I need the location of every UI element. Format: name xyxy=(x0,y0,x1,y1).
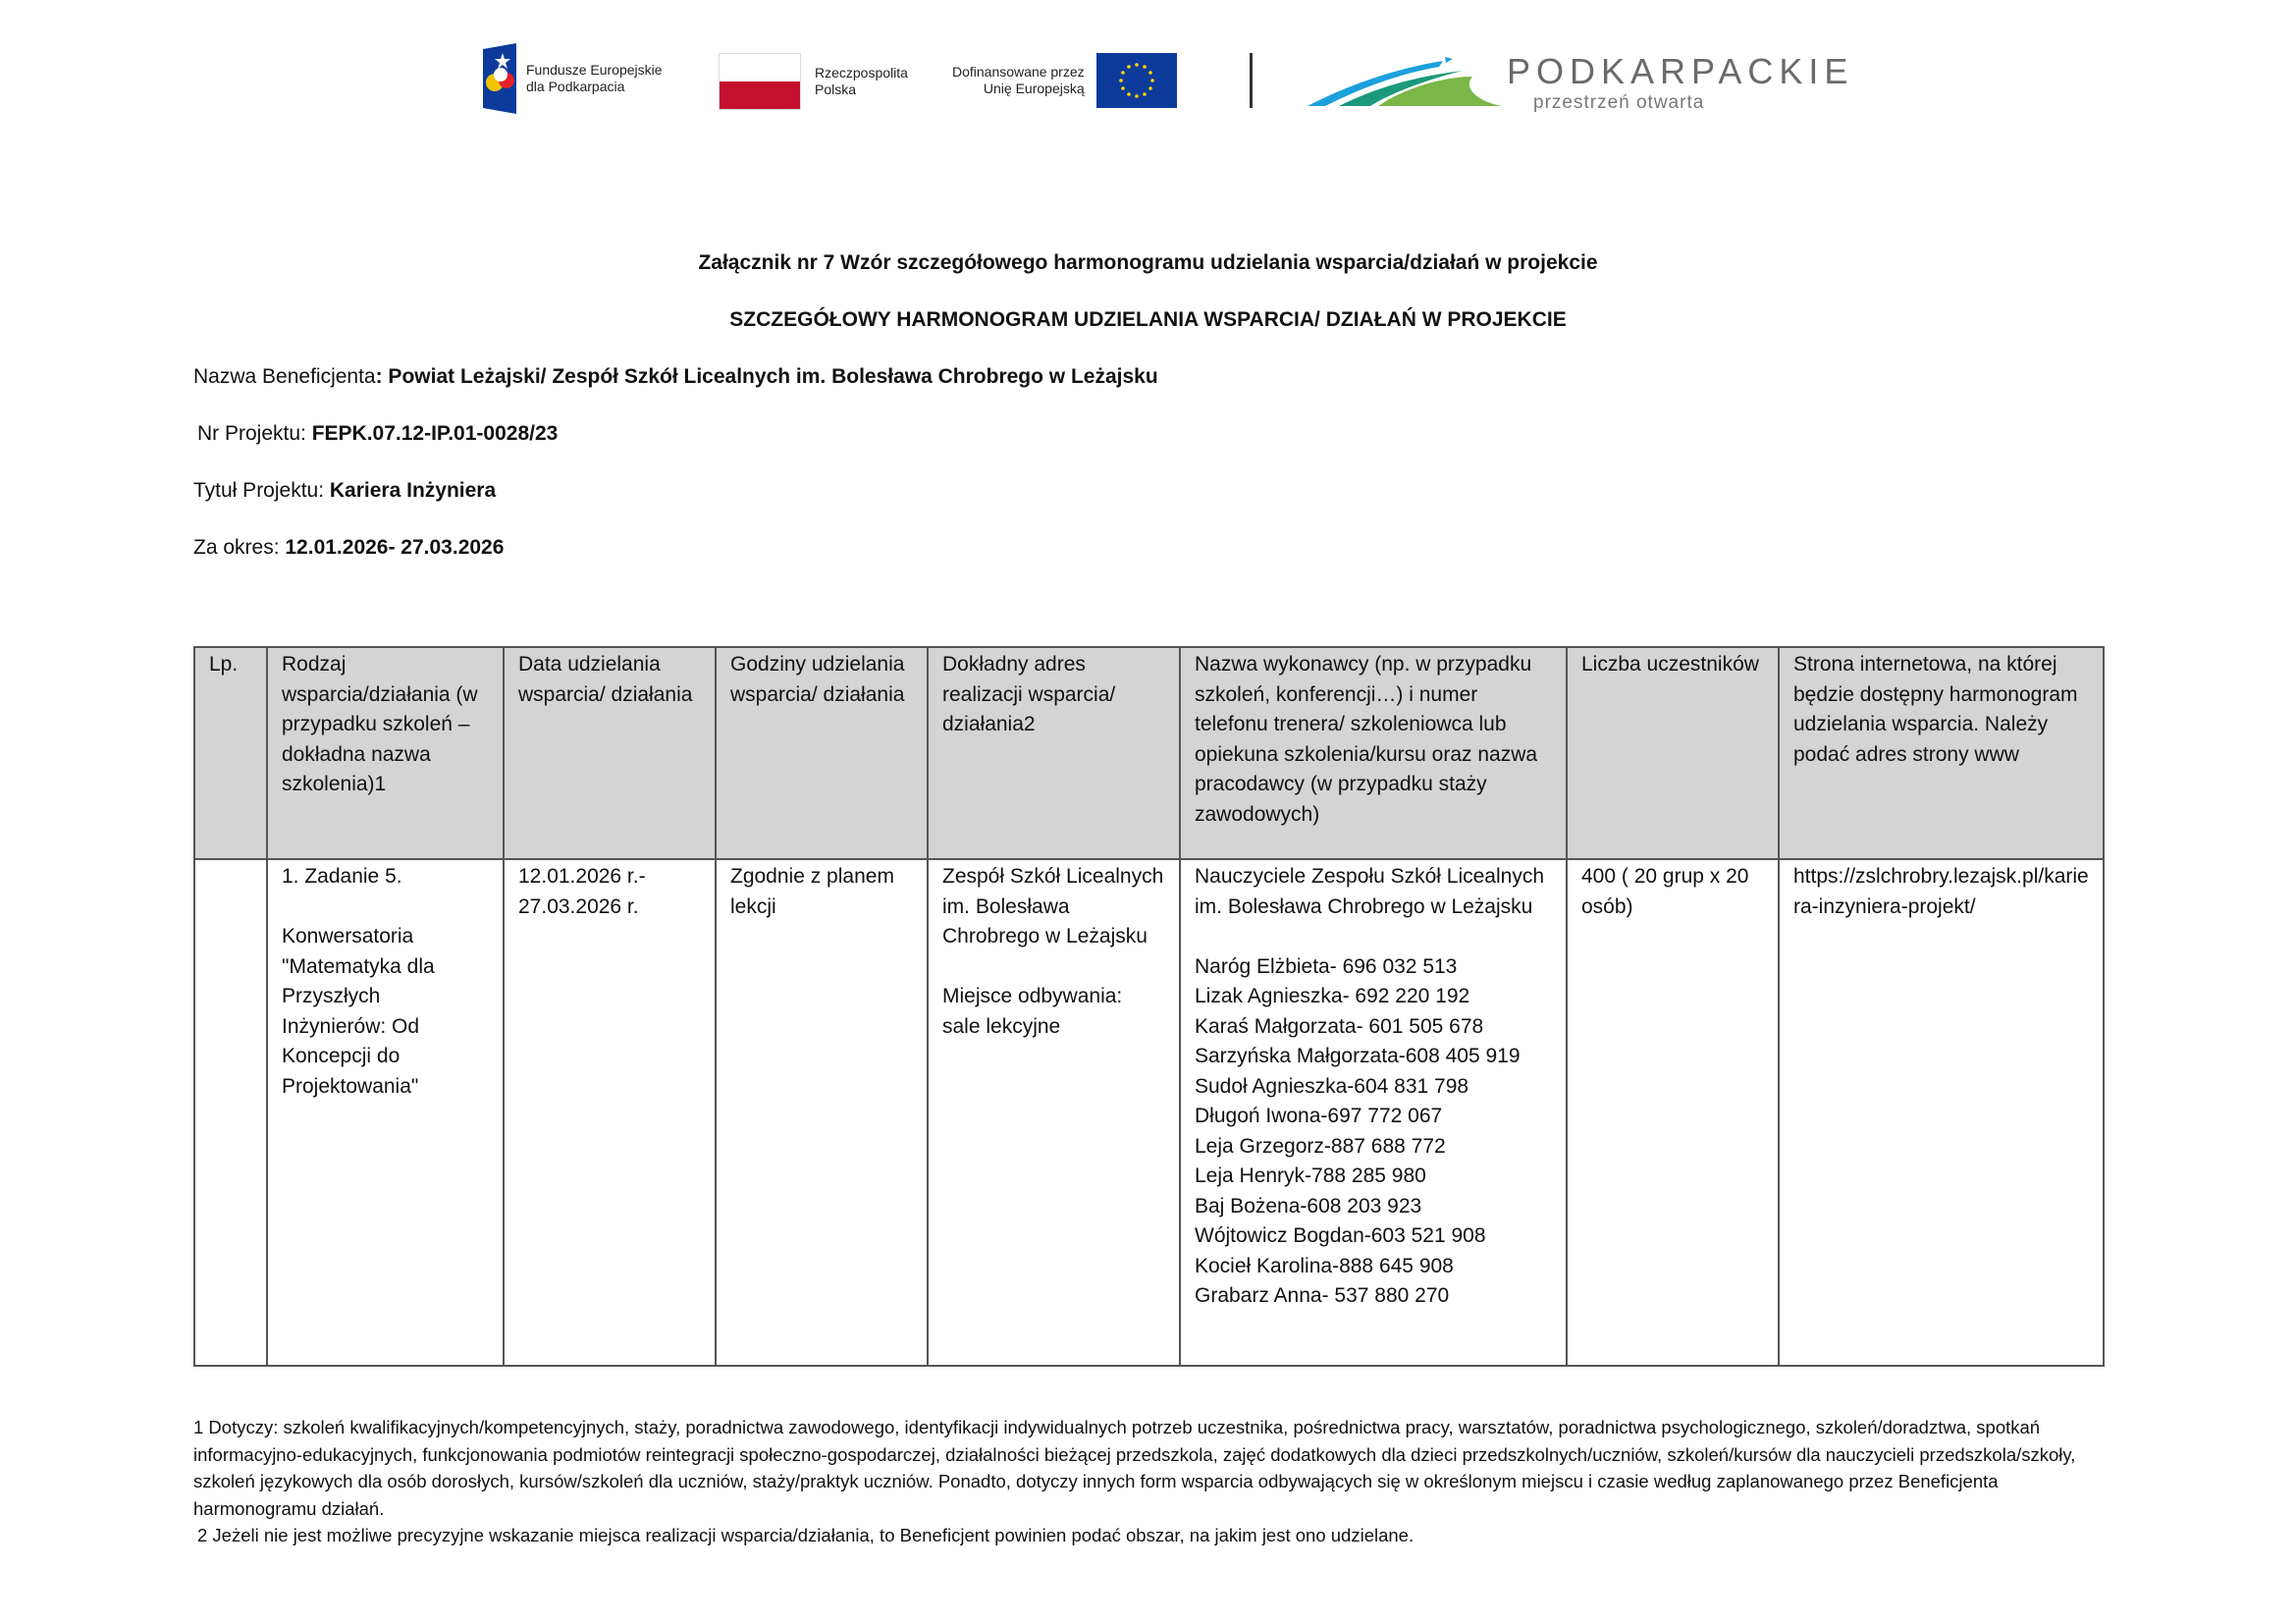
fe-logo-line1: Fundusze Europejskie xyxy=(526,62,663,78)
col-header-uczestnicy: Liczba uczestników xyxy=(1567,647,1779,859)
table-header-row xyxy=(194,647,2104,859)
project-title-label: Tytuł Projektu: xyxy=(193,479,330,502)
eu-flag-icon xyxy=(1096,53,1177,108)
document-title: Załącznik nr 7 Wzór szczegółowego harmonogramu udzielania wsparcia/działań w projekcie xyxy=(698,251,1598,274)
trainer-entry: Baj Bożena-608 203 923 xyxy=(1195,1194,1422,1218)
pl-logo-line1: Rzeczpospolita xyxy=(815,65,908,81)
cell-data: 12.01.2026 r.- 27.03.2026 r. xyxy=(504,859,716,1366)
trainer-entry: Długoń Iwona-697 772 067 xyxy=(1195,1105,1443,1127)
footnote-1: 1 Dotyczy: szkoleń kwalifikacyjnych/kompetencyjnych, staży, poradnictwa zawodowego, identyfikacji indywidualnych potrzeb uczestnika, pośrednictwa pracy, warsztatów, poradnictwa psychologicznego, szkoleń/doradztwa, spotkań informacyjno-edukacyjnych, funkcjonowania podmiotów reintegracji społeczno-gospodarczej, działalności bieżącej przedszkola, zajęć dodatkowych dla dzieci przedszkolnych/uczniów, szkoleń/kursów dla nauczycieli przedszkola/szkoły, szkoleń językowych dla osób dorosłych, kursów/szkoleń dla uczniów, staży/praktyk uczniów. Ponadto, dotyczy innych form wsparcia odbywających się w określonym miejscu i czasie według zaplanowanego przez Beneficjenta harmonogramu działań. xyxy=(193,1417,2076,1519)
podkarpackie-title: PODKARPACKIE xyxy=(1507,51,1854,91)
project-number-label: Nr Projektu: xyxy=(197,422,312,445)
trainer-entry: Sudoł Agnieszka-604 831 798 xyxy=(1195,1074,1469,1098)
rzeczpospolita-polska-logo xyxy=(719,53,908,110)
cell-rodzaj xyxy=(267,859,504,1366)
cell-adres xyxy=(928,859,1180,1366)
beneficiary-value: : Powiat Leżajski/ Zespół Szkół Licealnych im. Bolesława Chrobrego w Leżajsku xyxy=(375,365,1158,388)
podkarpackie-logo xyxy=(1306,47,1854,116)
col-header-data: Data udzielania wsparcia/ działania xyxy=(504,647,716,859)
period-label: Za okres: xyxy=(193,536,286,559)
polish-flag-icon xyxy=(719,53,801,110)
beneficiary-label: Nazwa Beneficjenta xyxy=(193,365,376,388)
period-line xyxy=(193,536,504,560)
logo-separator xyxy=(1250,53,1253,108)
trainer-entry: Naróg Elżbieta- 696 032 513 xyxy=(1195,954,1458,978)
eu-logo-line1: Dofinansowane przez xyxy=(952,64,1085,80)
podkarpackie-subtitle: przestrzeń otwarta xyxy=(1533,92,1705,113)
col-header-godziny: Godziny udzielania wsparcia/ działania xyxy=(716,647,928,859)
cell-godziny: Zgodnie z planem lekcji xyxy=(716,859,928,1366)
project-title-value: Kariera Inżyniera xyxy=(329,479,497,502)
beneficiary-line xyxy=(193,365,1158,389)
pl-logo-line2: Polska xyxy=(815,81,857,97)
cell-wykonawca xyxy=(1180,859,1567,1366)
trainer-entry: Leja Henryk-788 285 980 xyxy=(1195,1164,1426,1187)
table-row xyxy=(194,859,2104,1366)
project-title-line xyxy=(193,479,496,503)
trainer-entry: Kocieł Karolina-888 645 908 xyxy=(1195,1254,1454,1277)
document-subtitle: SZCZEGÓŁOWY HARMONOGRAM UDZIELANIA WSPARCIA/ DZIAŁAŃ W PROJEKCIE xyxy=(729,308,1567,331)
col-header-wykonawca: Nazwa wykonawcy (np. w przypadku szkoleń, konferencji…) i numer telefonu trenera/ szkoleniowca lub opiekuna szkolenia/kursu oraz nazwa pracodawcy (w przypadku staży zawodowych) xyxy=(1180,647,1567,859)
logo-strip xyxy=(471,29,1854,137)
address-text: Zespół Szkół Licealnych im. Bolesława Chrobrego w Leżajsku xyxy=(942,865,1164,947)
eu-logo-line2: Unię Europejską xyxy=(983,81,1085,96)
fe-logo-line2: dla Podkarpacia xyxy=(526,79,625,94)
cell-uczestnicy: 400 ( 20 grup x 20 osób) xyxy=(1567,859,1779,1366)
col-header-lp: Lp. xyxy=(194,647,267,859)
project-number-line xyxy=(197,422,558,446)
schedule-table xyxy=(193,646,2105,1367)
footnotes xyxy=(193,1414,2103,1549)
footnote-2: 2 Jeżeli nie jest możliwe precyzyjne wskazanie miejsca realizacji wsparcia/działania, to Beneficjent powinien podać obszar, na jakim jest ono udzielane. xyxy=(197,1525,1415,1545)
cell-lp xyxy=(194,859,267,1366)
podkarpackie-hills-icon xyxy=(1306,47,1502,116)
col-header-strona: Strona internetowa, na której będzie dostępny harmonogram udzielania wsparcia. Należy podać adres strony www xyxy=(1779,647,2104,859)
trainer-entry: Lizak Agnieszka- 692 220 192 xyxy=(1195,985,1470,1007)
trainer-entry: Karaś Małgorzata- 601 505 678 xyxy=(1195,1014,1484,1038)
contractor-org: Nauczyciele Zespołu Szkół Licealnych im. Bolesława Chrobrego w Leżajsku xyxy=(1195,865,1545,918)
trainer-entry: Sarzyńska Małgorzata-608 405 919 xyxy=(1195,1045,1521,1067)
period-value: 12.01.2026- 27.03.2026 xyxy=(285,536,505,559)
col-header-adres: Dokładny adres realizacji wsparcia/ działania2 xyxy=(928,647,1180,859)
fundusze-europejskie-logo xyxy=(483,41,663,116)
trainer-entry: Wójtowicz Bogdan-603 521 908 xyxy=(1195,1224,1486,1247)
fe-star-icon xyxy=(483,43,516,114)
cell-strona-link[interactable]: https://zslchrobry.lezajsk.pl/kariera-inzyniera-projekt/ xyxy=(1779,859,2104,1366)
col-header-rodzaj: Rodzaj wsparcia/działania (w przypadku szkoleń – dokładna nazwa szkolenia)1 xyxy=(267,647,504,859)
project-number-value: FEPK.07.12-IP.01-0028/23 xyxy=(311,422,559,445)
task-number: 1. Zadanie 5. xyxy=(282,865,402,888)
place-text: Miejsce odbywania: sale lekcyjne xyxy=(942,985,1123,1038)
trainer-entry: Grabarz Anna- 537 880 270 xyxy=(1195,1284,1450,1307)
eu-cofunded-logo xyxy=(952,53,1177,108)
trainer-entry: Leja Grzegorz-887 688 772 xyxy=(1195,1134,1446,1158)
training-name: Konwersatoria "Matematyka dla Przyszłych Inżynierów: Od Koncepcji do Projektowania" xyxy=(282,925,435,1098)
